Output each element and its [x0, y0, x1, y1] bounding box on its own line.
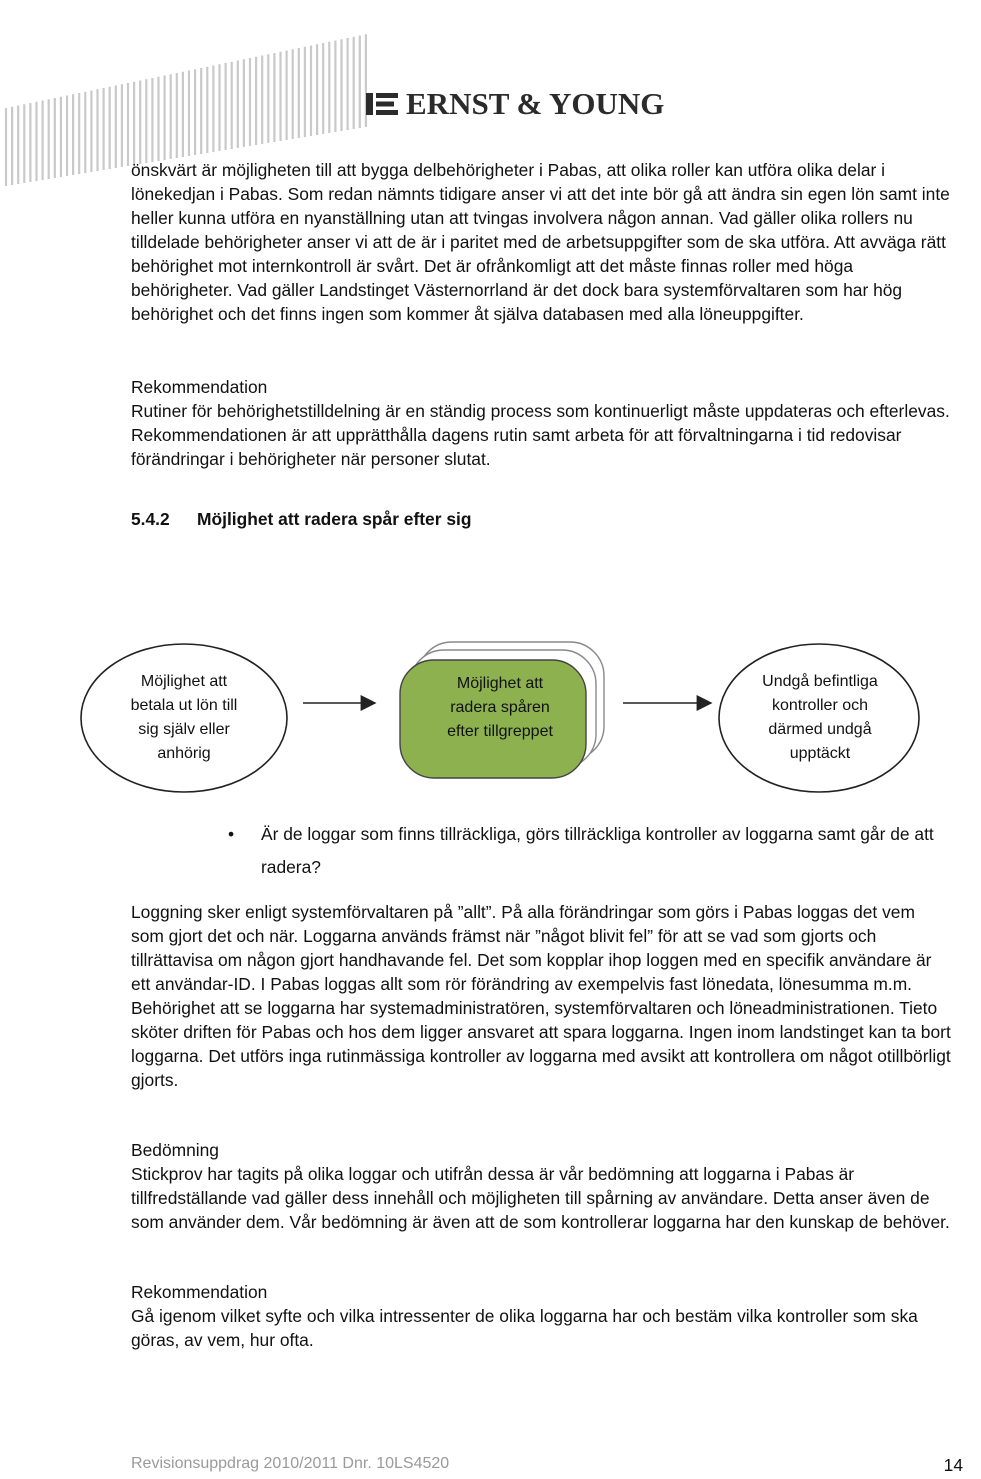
footer-text: Revisionsuppdrag 2010/2011 Dnr. 10LS4520	[131, 1455, 450, 1472]
assessment-text: Stickprov har tagits på olika loggar och utifrån dessa är vår bedömning att loggarna i Pabas är tillfredställande vad gäller dess innehåll och möjligheten till spårning av användare. Detta anser även de som använder dem. Vår bedömning är även att de som kontrollerar loggarna har den kunskap de behöver.	[131, 1164, 950, 1232]
logo-mark-icon	[366, 90, 398, 118]
logo-text: ERNST & YOUNG	[406, 86, 665, 121]
diagram-right-text: Undgå befintliga kontroller och därmed undgå upptäckt	[762, 673, 878, 762]
section-heading	[131, 507, 471, 531]
ernst-young-logo	[366, 84, 664, 124]
recommendation-text-2: Gå igenom vilket syfte och vilka intressenter de olika loggarna har och bestäm vilka kontroller som ska göras, av vem, hur ofta.	[131, 1306, 918, 1350]
section-number: 5.4.2	[131, 509, 170, 529]
recommendation-heading-2: Rekommendation	[131, 1282, 268, 1302]
page-footer	[131, 1455, 963, 1479]
section-title: Möjlighet att radera spår efter sig	[197, 509, 472, 529]
recommendation-heading: Rekommendation	[131, 377, 268, 397]
diagram-left-text: Möjlighet att betala ut lön till sig själv eller anhörig	[130, 673, 238, 762]
diagram-center-text: Möjlighet att radera spåren efter tillgreppet	[447, 675, 553, 740]
logging-paragraph: Loggning sker enligt systemförvaltaren på ”allt”. På alla förändringar som görs i Pabas loggas det vem som gjort det och när. Loggarna används främst när ”något blivit fel” för att se vad som gjorts och tillrättavisa om någon gjort handhavande fel. Det som kopplar ihop loggen med en specifik användare är ett användar-ID. I Pabas loggas allt som rör förändring av exempelvis fast lönedata, lönesumma m.m. Behörighet att se loggarna har systemadministratören, systemförvaltaren och löneadministrationen. Tieto sköter driften för Pabas och hos dem ligger ansvaret att spara loggarna. Ingen inom landstinget kan ta bort loggarna. Det utförs inga rutinmässiga kontroller av loggarna med avsikt att kontrollera om något otillbörligt gjorts.	[131, 902, 951, 1090]
page-number: 14	[943, 1455, 963, 1475]
bullet-icon: •	[228, 824, 235, 844]
bullet-text: Är de loggar som finns tillräckliga, görs tillräckliga kontroller av loggarna samt går de att radera?	[261, 824, 934, 877]
intro-paragraph: önskvärt är möjligheten till att bygga delbehörigheter i Pabas, att olika roller kan utföra olika delar i lönekedjan i Pabas. Som redan nämnts tidigare anser vi att det inte bör gå att ändra sin egen lön samt inte heller kunna utföra en nyanställning utan att tvingas involvera någon annan. Vad gäller olika rollers nu tilldelade behörigheter anser vi att de är i paritet med de arbetsuppgifter som de ska utföra. Att avväga rätt behörighet mot internkontroll är svårt. Det är ofrånkomligt att det måste finnas roller med höga behörigheter. Vad gäller Landstinget Västernorrland är det dock bara systemförvaltaren som har hög behörighet och det finns ingen som kommer åt själva databasen med alla löneuppgifter.	[131, 160, 950, 324]
recommendation-text: Rutiner för behörighetstilldelning är en ständig process som kontinuerligt måste uppdateras och efterlevas. Rekommendationen är att upprätthålla dagens rutin samt arbeta för att förvaltningarna i tid redovisar förändringar i behörigheter när personer slutat.	[131, 401, 950, 469]
process-diagram	[78, 632, 968, 792]
assessment-heading: Bedömning	[131, 1140, 219, 1160]
